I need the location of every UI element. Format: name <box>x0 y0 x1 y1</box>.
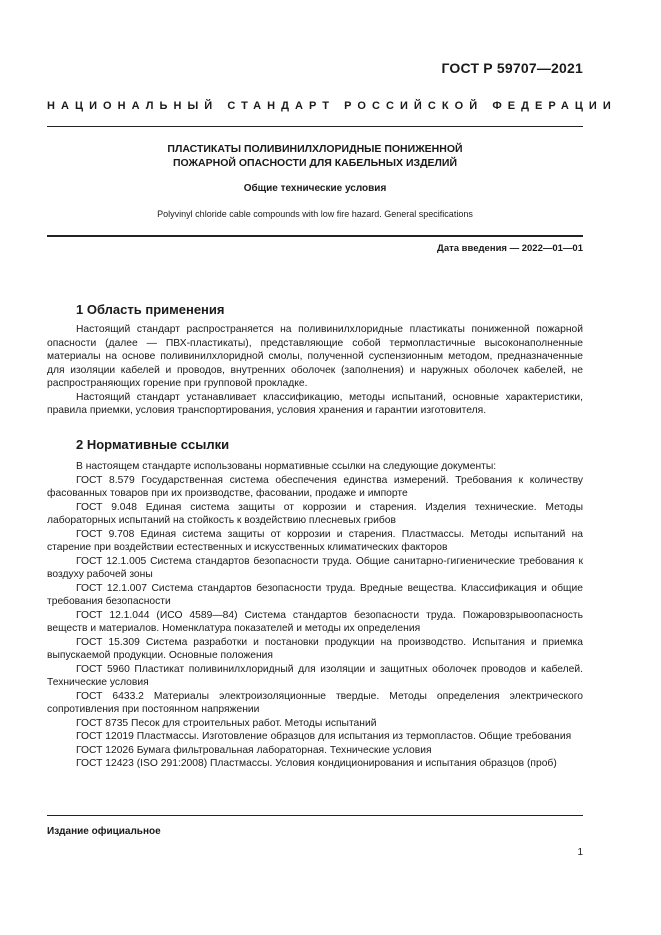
reference-item: ГОСТ 12026 Бумага фильтровальная лабораторная. Технические условия <box>76 744 432 756</box>
reference-item: ГОСТ 12019 Пластмассы. Изготовление образцов для испытания из термопластов. Общие требования <box>76 731 572 742</box>
reference-item: ГОСТ 5960 Пластикат поливинилхлоридный для изоляции и защитных оболочек проводов и кабелей. Технические условия <box>47 663 583 688</box>
section-1-heading: 1 Область применения <box>76 302 225 317</box>
reference-item: ГОСТ 12423 (ISO 291:2008) Пластмассы. Условия кондиционирования и испытания образцов (проб) <box>76 758 557 769</box>
reference-item: ГОСТ 15.309 Система разработки и постановки продукции на производство. Испытания и приемка выпускаемой продукции. Основные положения <box>47 636 583 661</box>
page-number: 1 <box>577 847 583 858</box>
document-title: ПЛАСТИКАТЫ ПОЛИВИНИЛХЛОРИДНЫЕ ПОНИЖЕННОЙ ПОЖАРНОЙ ОПАСНОСТИ ДЛЯ КАБЕЛЬНЫХ ИЗДЕЛИЙ <box>167 143 463 169</box>
footer-divider <box>47 815 583 816</box>
reference-item: ГОСТ 6433.2 Материалы электроизоляционные твердые. Методы определения электрического сопротивления при постоянном напряжении <box>47 690 583 715</box>
reference-item: ГОСТ 8.579 Государственная система обеспечения единства измерений. Требования к количеству фасованных товаров при их производстве, фасовании, продаже и импорте <box>47 474 583 499</box>
section-1-body <box>47 323 583 418</box>
official-edition-label: Издание официальное <box>47 826 161 837</box>
paragraph: В настоящем стандарте использованы нормативные ссылки на следующие документы: <box>76 461 497 472</box>
reference-item: ГОСТ 8735 Песок для строительных работ. Методы испытаний <box>76 717 377 729</box>
gost-number: ГОСТ Р 59707—2021 <box>441 60 583 76</box>
document-subtitle: Общие технические условия <box>243 183 387 194</box>
reference-item: ГОСТ 12.1.044 (ИСО 4589—84) Система стандартов безопасности труда. Пожаровзрывоопасность веществ и материалов. Номенклатура показателей и методы их определения <box>47 609 583 634</box>
introduction-date: Дата введения — 2022—01—01 <box>437 243 583 254</box>
section-2-body <box>47 460 583 771</box>
reference-item: ГОСТ 12.1.007 Система стандартов безопасности труда. Вредные вещества. Классификация и общие требования безопасности <box>47 582 583 607</box>
national-standard-banner: НАЦИОНАЛЬНЫЙ СТАНДАРТ РОССИЙСКОЙ ФЕДЕРАЦИИ <box>47 100 617 112</box>
reference-item: ГОСТ 9.048 Единая система защиты от коррозии и старения. Изделия технические. Методы лабораторных испытаний на стойкость к воздействию плесневых грибов <box>47 501 583 526</box>
section-2-heading: 2 Нормативные ссылки <box>76 437 230 452</box>
header-divider <box>47 126 583 127</box>
reference-item: ГОСТ 9.708 Единая система защиты от коррозии и старения. Пластмассы. Методы испытаний на старение при воздействии естественных и искусственных климатических факторов <box>47 528 583 553</box>
title-divider <box>47 235 583 237</box>
english-title: Polyvinyl chloride cable compounds with low fire hazard. General specifications <box>157 209 473 219</box>
paragraph: Настоящий стандарт устанавливает классификацию, методы испытаний, основные характеристики, правила приемки, условия транспортирования, условия хранения и гарантии изготовителя. <box>47 391 583 416</box>
paragraph: Настоящий стандарт распространяется на поливинилхлоридные пластикаты пониженной пожарной опасности (далее — ПВХ-пластикаты), представляющие собой термопластичные высоконаполненные материалы на основе поливинилхлоридной смолы, полученной суспензионным методом, предназначенные для изоляции кабелей и проводов, внутренних оболочек (заполнения) и наружных оболочек кабелей, не распространяющих горение при групповой прокладке. <box>47 324 583 389</box>
reference-item: ГОСТ 12.1.005 Система стандартов безопасности труда. Общие санитарно-гигиенические требования к воздуху рабочей зоны <box>47 555 583 580</box>
